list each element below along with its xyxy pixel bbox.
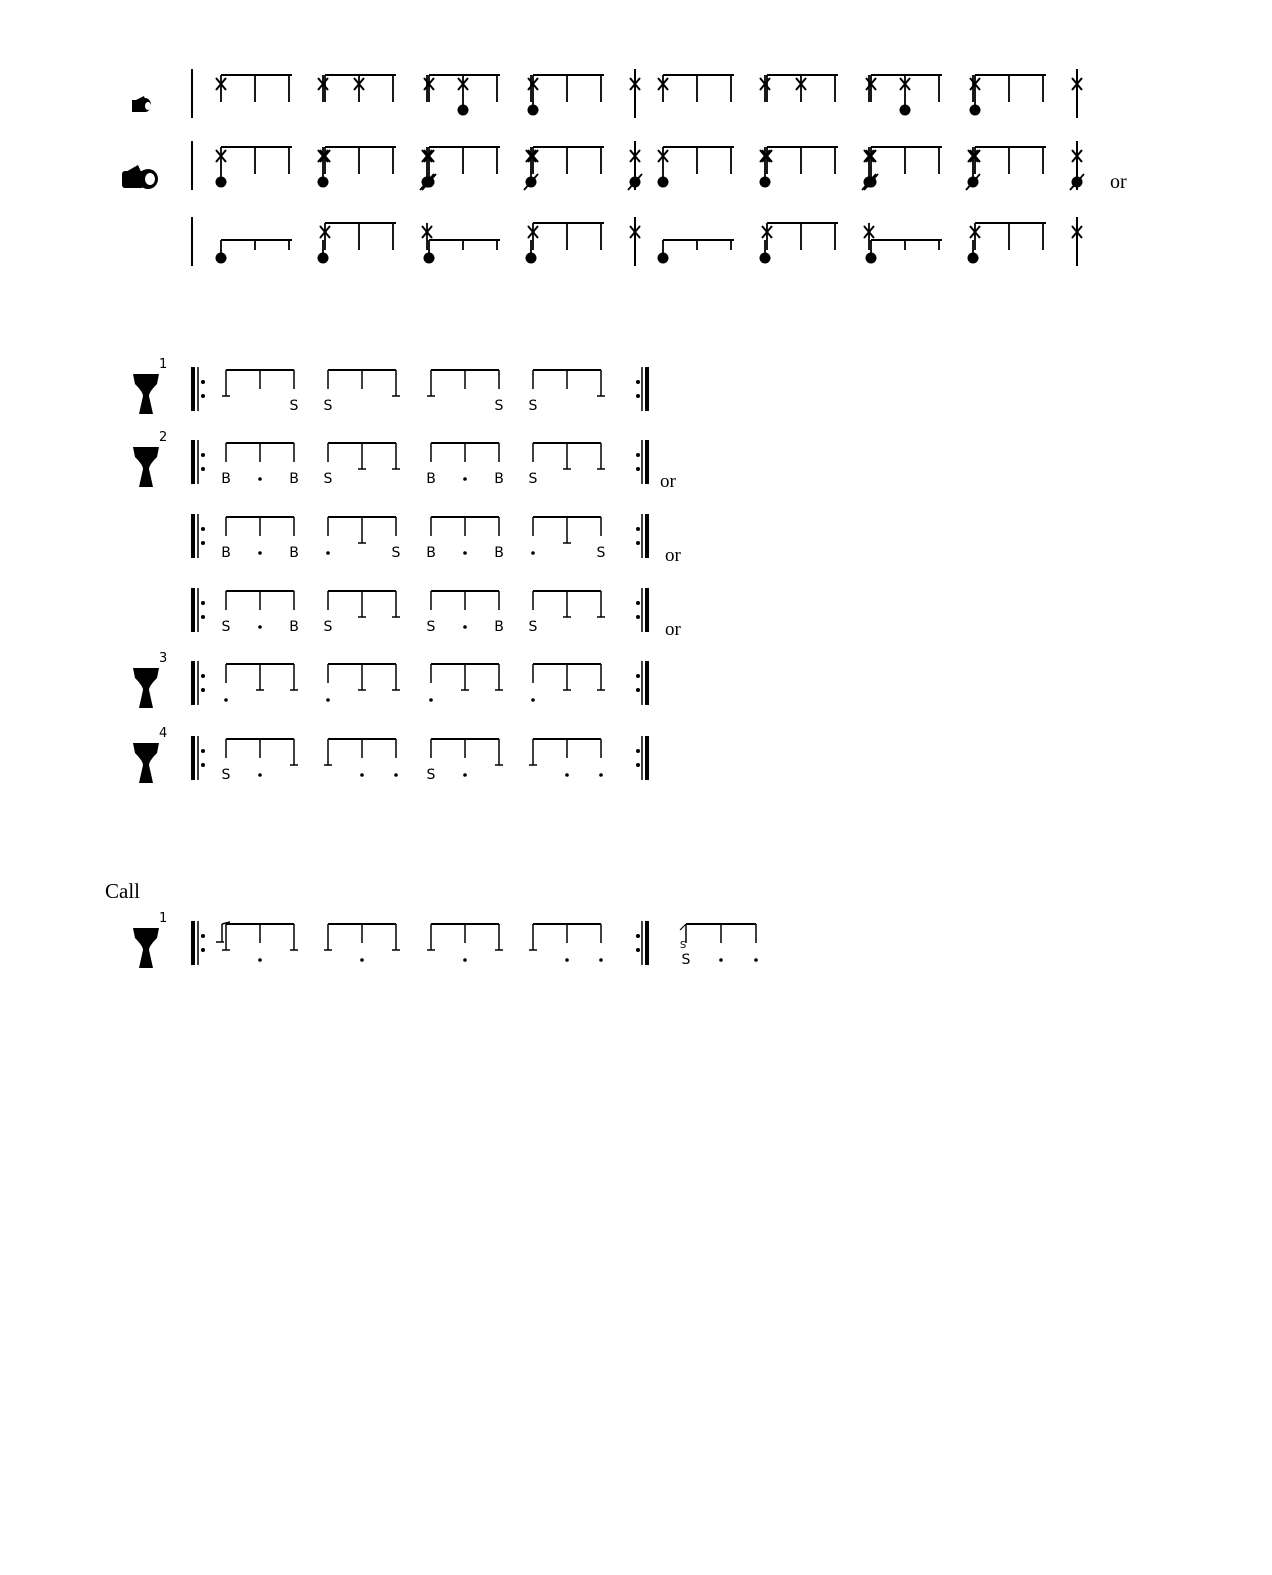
beat-group bbox=[427, 739, 503, 783]
hit-dot bbox=[658, 177, 669, 188]
stroke-label: B bbox=[426, 471, 436, 487]
stroke-label: B bbox=[289, 545, 299, 561]
stroke-label: S bbox=[323, 398, 333, 414]
stroke-label: B bbox=[289, 471, 299, 487]
beat-group bbox=[320, 147, 434, 190]
beat-group bbox=[528, 75, 641, 116]
part-number: 3 bbox=[159, 651, 168, 666]
rest-dot bbox=[599, 958, 603, 962]
rest-dot bbox=[360, 958, 364, 962]
or-label: or bbox=[665, 619, 681, 640]
hit-dot bbox=[526, 253, 537, 264]
hit-dot bbox=[424, 253, 435, 264]
beat-group bbox=[427, 370, 504, 414]
rest-dot bbox=[463, 958, 467, 962]
hit-dot bbox=[216, 177, 227, 188]
bell-row-3 bbox=[192, 217, 1082, 266]
stroke-label: S bbox=[426, 767, 436, 783]
rest-dot bbox=[754, 958, 758, 962]
djembe-icon bbox=[133, 911, 167, 968]
beat-group bbox=[970, 75, 1083, 116]
hit-dot bbox=[900, 105, 911, 116]
bell-small-icon bbox=[132, 96, 151, 112]
repeat-end bbox=[636, 440, 649, 484]
beat-group bbox=[324, 591, 400, 635]
beat-group bbox=[427, 591, 504, 635]
stroke-label: S bbox=[596, 545, 606, 561]
part-number: 1 bbox=[159, 357, 168, 372]
djembe-part-2-variant-b bbox=[191, 588, 682, 640]
rest-dot bbox=[719, 958, 723, 962]
beat-group bbox=[528, 147, 642, 190]
repeat-end bbox=[636, 661, 649, 705]
repeat-end bbox=[636, 588, 649, 632]
stroke-label: S bbox=[391, 545, 401, 561]
bell-large-icon bbox=[122, 165, 158, 189]
beat-group bbox=[970, 147, 1084, 190]
rest-dot bbox=[599, 773, 603, 777]
hit-dot bbox=[528, 105, 539, 116]
beat-group bbox=[970, 223, 1082, 250]
or-label: or bbox=[665, 545, 681, 566]
rest-dot bbox=[258, 477, 262, 481]
stroke-label: B bbox=[494, 471, 504, 487]
stroke-label: S bbox=[528, 619, 538, 635]
repeat-end bbox=[636, 921, 649, 965]
beat-group bbox=[658, 240, 771, 264]
rest-dot bbox=[463, 773, 467, 777]
stroke-label: S bbox=[289, 398, 299, 414]
beat-group bbox=[424, 75, 531, 116]
beat-group bbox=[325, 75, 427, 102]
bell-row-1 bbox=[192, 69, 1082, 118]
djembe-icon bbox=[133, 726, 167, 783]
beat-group bbox=[426, 517, 504, 561]
rest-dot bbox=[326, 551, 330, 555]
rest-dot bbox=[565, 773, 569, 777]
djembe-icon bbox=[133, 430, 167, 487]
hit-dot bbox=[318, 253, 329, 264]
beat-group bbox=[531, 517, 605, 561]
beat-group bbox=[529, 739, 603, 777]
beat-group bbox=[324, 443, 400, 487]
rest-dot bbox=[531, 551, 535, 555]
stroke-label: S bbox=[528, 398, 538, 414]
rest-dot bbox=[429, 698, 433, 702]
beat-group bbox=[531, 664, 605, 702]
djembe-part-1 bbox=[191, 367, 649, 414]
beat-group bbox=[866, 240, 979, 264]
hit-dot bbox=[866, 253, 877, 264]
hit-dot bbox=[658, 253, 669, 264]
beat-group bbox=[529, 924, 603, 962]
call-pattern bbox=[191, 921, 649, 965]
djembe-part-4 bbox=[191, 736, 649, 783]
rest-dot bbox=[463, 551, 467, 555]
beat-group bbox=[216, 240, 329, 264]
rest-dot bbox=[394, 773, 398, 777]
repeat-end bbox=[636, 367, 649, 411]
beat-group bbox=[429, 664, 503, 702]
djembe-part-2-variant-a bbox=[191, 514, 682, 566]
beat-group bbox=[221, 443, 299, 487]
beat-group bbox=[324, 924, 400, 962]
rest-dot bbox=[258, 773, 262, 777]
beat-group bbox=[326, 517, 400, 561]
beat-group bbox=[222, 739, 298, 783]
stroke-label: B bbox=[426, 545, 436, 561]
stroke-label: B bbox=[221, 471, 231, 487]
part-number: 1 bbox=[159, 911, 168, 926]
part-number: 4 bbox=[159, 726, 168, 741]
beat-group bbox=[320, 223, 432, 250]
stroke-label: S bbox=[323, 471, 333, 487]
djembe-part-2 bbox=[191, 440, 677, 492]
stroke-label: S bbox=[221, 767, 231, 783]
rest-dot bbox=[360, 773, 364, 777]
beat-group bbox=[864, 147, 980, 190]
hit-dot bbox=[458, 105, 469, 116]
rest-dot bbox=[463, 477, 467, 481]
call-heading: Call bbox=[105, 879, 140, 903]
beat-group bbox=[222, 924, 298, 962]
beat-group bbox=[866, 75, 973, 116]
rest-dot bbox=[258, 625, 262, 629]
beat-group bbox=[422, 147, 538, 190]
part-number: 2 bbox=[159, 430, 168, 445]
grace-note: S bbox=[679, 940, 687, 951]
bell-row-2 bbox=[192, 141, 1084, 190]
hit-dot bbox=[968, 253, 979, 264]
rest-dot bbox=[258, 551, 262, 555]
beat-group bbox=[424, 240, 537, 264]
rest-dot bbox=[565, 958, 569, 962]
hit-dot bbox=[970, 105, 981, 116]
hit-dot bbox=[318, 177, 329, 188]
beat-group bbox=[658, 147, 771, 188]
stroke-label: S bbox=[528, 471, 538, 487]
beat-group bbox=[762, 147, 876, 190]
beat-group bbox=[224, 664, 298, 702]
stroke-label: S bbox=[426, 619, 436, 635]
stroke-label: B bbox=[494, 545, 504, 561]
hit-dot bbox=[760, 177, 771, 188]
stroke-label: B bbox=[494, 619, 504, 635]
beat-group bbox=[767, 75, 869, 102]
beat-group bbox=[529, 443, 605, 487]
hit-dot bbox=[760, 253, 771, 264]
djembe-part-3 bbox=[191, 661, 649, 705]
or-label: or bbox=[660, 471, 676, 492]
beat-group bbox=[221, 517, 299, 561]
beat-group bbox=[426, 443, 504, 487]
rest-dot bbox=[531, 698, 535, 702]
repeat-start bbox=[191, 514, 205, 558]
stroke-label: S bbox=[681, 952, 691, 968]
repeat-start bbox=[191, 736, 205, 780]
beat-group bbox=[762, 223, 874, 250]
stroke-label: S bbox=[323, 619, 333, 635]
djembe-icon bbox=[133, 651, 167, 708]
rest-dot bbox=[326, 698, 330, 702]
beat-group bbox=[222, 370, 299, 414]
beat-group bbox=[324, 739, 398, 777]
or-label: or bbox=[1110, 171, 1127, 193]
stroke-label: B bbox=[289, 619, 299, 635]
repeat-start bbox=[191, 367, 205, 411]
rest-dot bbox=[258, 958, 262, 962]
stroke-label: B bbox=[221, 545, 231, 561]
repeat-end bbox=[636, 514, 649, 558]
call-section bbox=[133, 911, 758, 968]
beat-group bbox=[528, 223, 640, 250]
stroke-label: S bbox=[221, 619, 231, 635]
call-ending bbox=[680, 924, 758, 968]
rest-dot bbox=[463, 625, 467, 629]
beat-group bbox=[216, 147, 329, 188]
beat-group bbox=[658, 75, 770, 102]
repeat-start bbox=[191, 661, 205, 705]
rest-dot bbox=[224, 698, 228, 702]
bell-section bbox=[122, 69, 1127, 266]
repeat-start bbox=[191, 440, 205, 484]
repeat-start bbox=[191, 588, 205, 632]
beat-group bbox=[529, 370, 605, 414]
beat-group bbox=[324, 370, 400, 414]
beat-group bbox=[427, 924, 503, 962]
repeat-end bbox=[636, 736, 649, 780]
beat-group bbox=[222, 591, 299, 635]
hit-dot bbox=[216, 253, 227, 264]
stroke-label: S bbox=[494, 398, 504, 414]
djembe-icon bbox=[133, 357, 167, 414]
beat-group bbox=[326, 664, 400, 702]
repeat-start bbox=[191, 921, 205, 965]
beat-group bbox=[216, 75, 328, 102]
djembe-section bbox=[133, 357, 682, 783]
beat-group bbox=[529, 591, 605, 635]
